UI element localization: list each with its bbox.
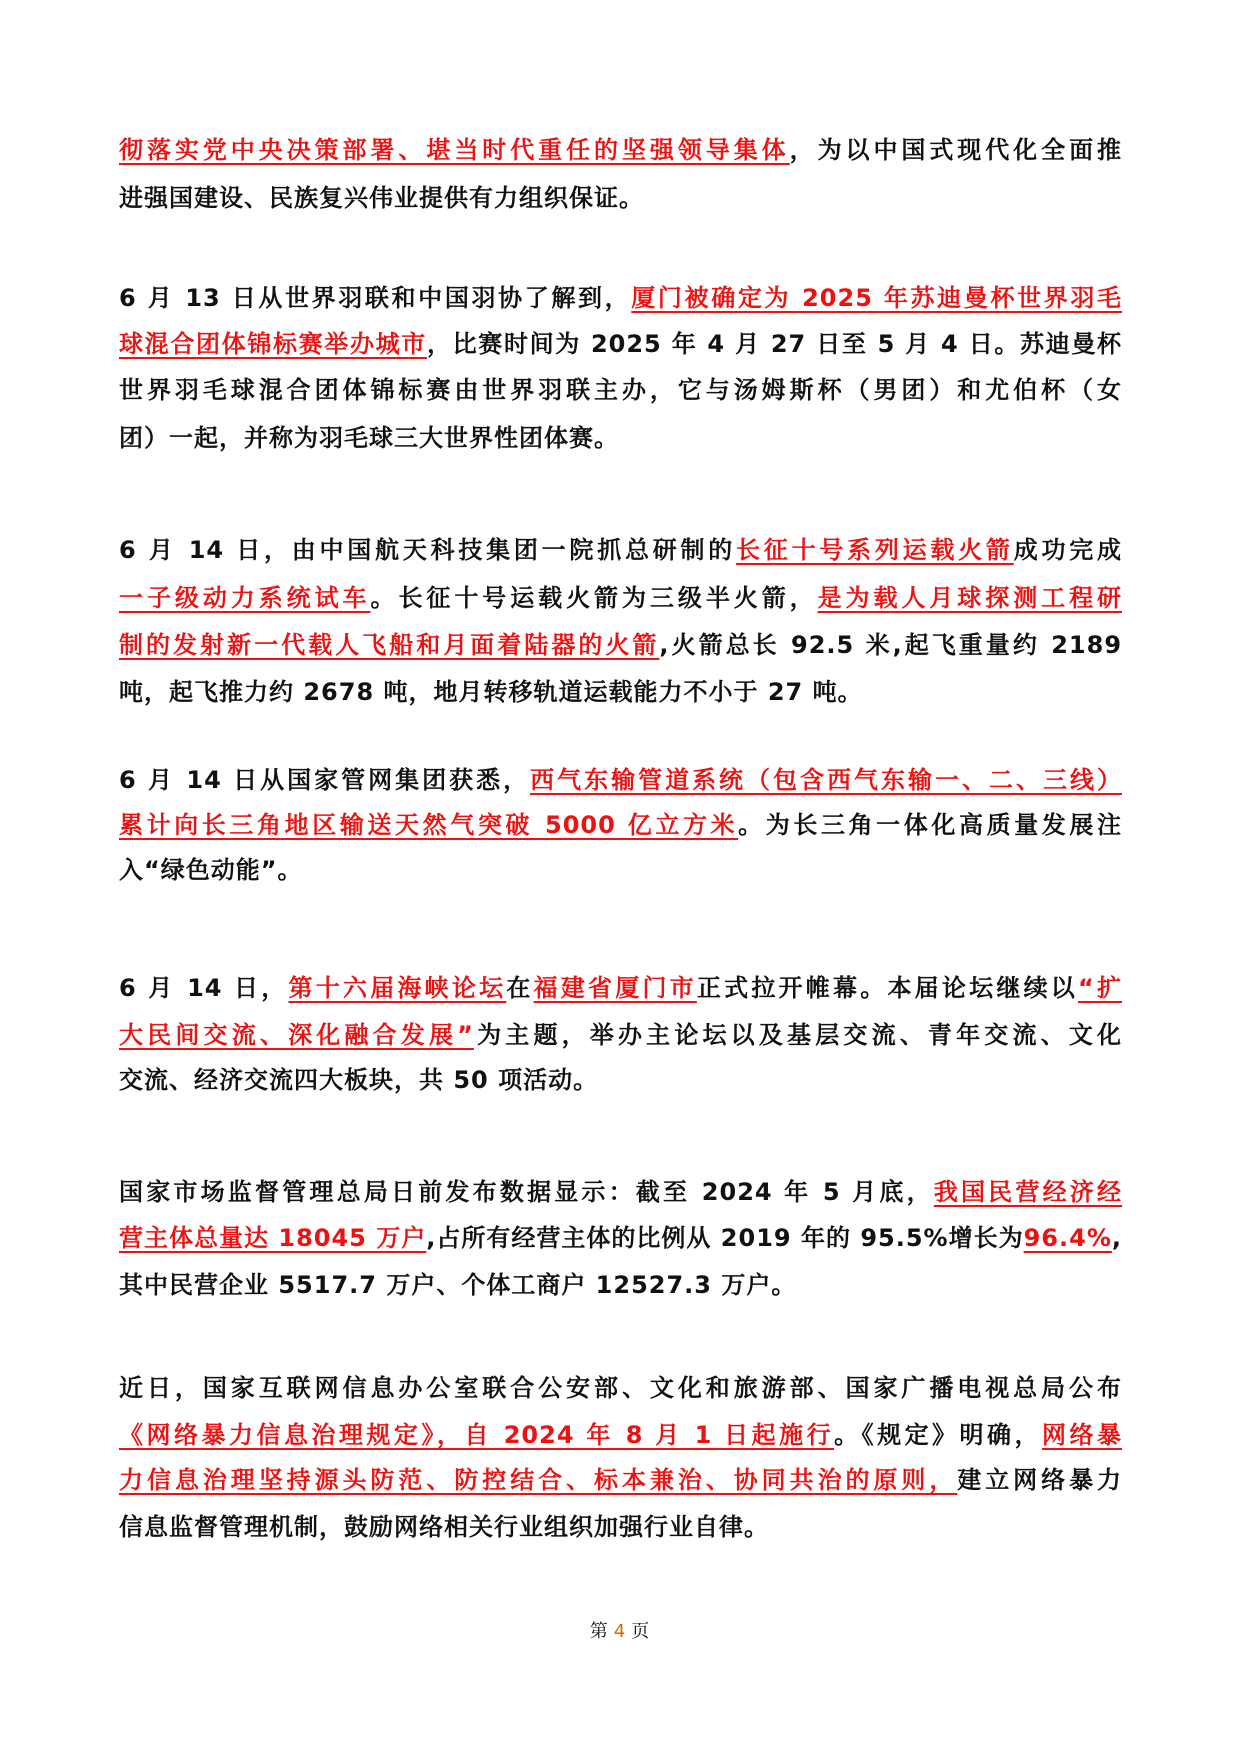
highlighted-text: 网络暴: [1042, 1421, 1123, 1449]
text-line: [119, 178, 1122, 218]
page-label-suffix: 页: [631, 1621, 650, 1642]
highlighted-text: “扩: [1078, 974, 1123, 1002]
text-line: [119, 278, 1122, 318]
body-text: 正式拉开帷幕。本届论坛继续以: [696, 974, 1079, 1002]
body-text: 团）一起，并称为羽毛球三大世界性团体赛。: [119, 424, 619, 452]
body-text: 信息监督管理机制，鼓励网络相关行业组织加强行业自律。: [119, 1513, 769, 1541]
text-line: [119, 530, 1122, 570]
text-line: [119, 805, 1122, 845]
body-text: 。《规定》明确，: [834, 1421, 1043, 1449]
body-text: 吨，起飞推力约 2678 吨，地月转移轨道运载能力不小于 27 吨。: [119, 678, 863, 706]
highlighted-text: 球混合团体锦标赛举办城市: [119, 330, 427, 358]
text-line: [119, 672, 1122, 712]
body-text: 6 月 13 日从世界羽联和中国羽协了解到，: [119, 284, 632, 312]
text-line: [119, 370, 1122, 410]
page-label-prefix: 第: [589, 1621, 608, 1642]
text-line: [119, 1015, 1122, 1055]
body-text: 世界羽毛球混合团体锦标赛由世界羽联主办，它与汤姆斯杯（男团）和尤伯杯（女: [119, 376, 1122, 404]
page-footer: [0, 1617, 1239, 1643]
body-text: 为主题，举办主论坛以及基层交流、青年交流、文化: [473, 1021, 1122, 1049]
text-line: [119, 1507, 1122, 1547]
body-text: 6 月 14 日，: [119, 974, 289, 1002]
body-text: 其中民营企业 5517.7 万户、个体工商户 12527.3 万户。: [119, 1271, 797, 1299]
highlighted-text: 是为载人月球探测工程研: [817, 584, 1123, 612]
text-line: [119, 625, 1122, 665]
body-text: 建立网络暴力: [957, 1466, 1123, 1494]
body-text: ，为以中国式现代化全面推: [789, 136, 1123, 164]
body-text: 6 月 14 日从国家管网集团获悉，: [119, 766, 531, 794]
body-text: ，比赛时间为 2025 年 4 月 27 日至 5 月 4 日。苏迪曼杯: [426, 330, 1123, 358]
body-text: ,火箭总长 92.5 米,起飞重量约 2189: [659, 631, 1123, 659]
highlighted-text: 96.4%: [1023, 1224, 1112, 1252]
text-line: [119, 1415, 1122, 1455]
text-line: [119, 130, 1122, 170]
highlighted-text: 制的发射新一代载人飞船和月面着陆器的火箭: [119, 631, 660, 659]
body-text: 。长征十号运载火箭为三级半火箭，: [370, 584, 818, 612]
text-line: [119, 1218, 1122, 1258]
body-text: 6 月 14 日，由中国航天科技集团一院抓总研制的: [119, 536, 737, 564]
highlighted-text: 力信息治理坚持源头防范、防控结合、标本兼治、协同共治的原则，: [119, 1466, 958, 1494]
text-line: [119, 1368, 1122, 1408]
text-line: [119, 418, 1122, 458]
highlighted-text: 长征十号系列运载火箭: [736, 536, 1014, 564]
body-text: ,占所有经营主体的比例从 2019 年的 95.5%增长为: [426, 1224, 1024, 1252]
highlighted-text: 西气东输管道系统（包含西气东输一、二、三线）: [530, 766, 1122, 794]
highlighted-text: 营主体总量达 18045 万户: [119, 1224, 427, 1252]
highlighted-text: 厦门被确定为 2025 年苏迪曼杯世界羽毛: [631, 284, 1122, 312]
highlighted-text: 福建省厦门市: [533, 974, 697, 1002]
body-text: ,: [1111, 1224, 1122, 1252]
text-line: [119, 968, 1122, 1008]
highlighted-text: 我国民营经济经: [933, 1178, 1122, 1206]
text-line: [119, 578, 1122, 618]
highlighted-text: 一子级动力系统试车: [119, 584, 371, 612]
body-text: 。为长三角一体化高质量发展注: [738, 811, 1123, 839]
body-text: 入“绿色动能”。: [119, 856, 303, 884]
body-text: 国家市场监督管理总局日前发布数据显示：截至 2024 年 5 月底，: [119, 1178, 934, 1206]
text-line: [119, 1265, 1122, 1305]
body-text: 进强国建设、民族复兴伟业提供有力组织保证。: [119, 184, 644, 212]
page-number: 4: [613, 1621, 626, 1642]
body-text: 在: [506, 974, 534, 1002]
text-line: [119, 324, 1122, 364]
body-text: 交流、经济交流四大板块，共 50 项活动。: [119, 1066, 599, 1094]
body-text: 成功完成: [1013, 536, 1123, 564]
text-line: [119, 850, 1122, 890]
body-text: 近日，国家互联网信息办公室联合公安部、文化和旅游部、国家广播电视总局公布: [119, 1374, 1122, 1402]
highlighted-text: 大民间交流、深化融合发展”: [119, 1021, 474, 1049]
highlighted-text: 累计向长三角地区输送天然气突破 5000 亿立方米: [119, 811, 739, 839]
text-line: [119, 1060, 1122, 1100]
text-line: [119, 1460, 1122, 1500]
text-line: [119, 1172, 1122, 1212]
highlighted-text: 第十六届海峡论坛: [288, 974, 507, 1002]
highlighted-text: 彻落实党中央决策部署、堪当时代重任的坚强领导集体: [119, 136, 790, 164]
text-line: [119, 760, 1122, 800]
highlighted-text: 《网络暴力信息治理规定》，自 2024 年 8 月 1 日起施行: [119, 1421, 835, 1449]
